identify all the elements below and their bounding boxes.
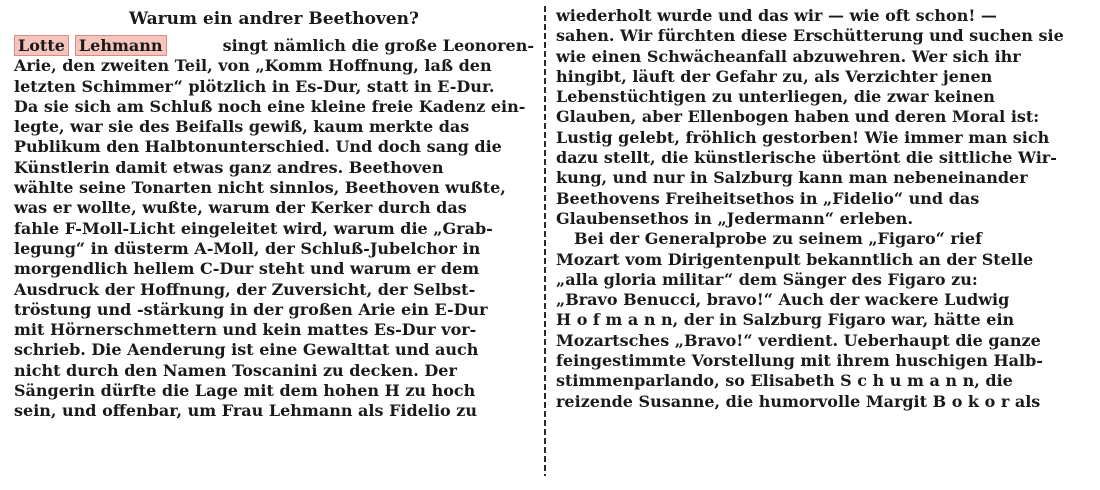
text-line: dazu stellt, die künstlerische übertönt die sittliche Wir-	[556, 148, 1057, 168]
highlight-lotte: Lotte	[14, 35, 69, 56]
text-line: Beethovens Freiheitsethos in „Fidelio“ und das	[556, 188, 980, 208]
text-line: feingestimmte Vorstellung mit ihrem huschigen Halb-	[556, 351, 1043, 371]
text-line: stimmenparlando, so Elisabeth S c h u m a n n, die	[556, 371, 1013, 391]
text-line: tröstung und -stärkung in der großen Arie ein E-Dur	[14, 299, 488, 319]
text-line: legte, war sie des Beifalls gewiß, kaum merkte das	[14, 117, 470, 137]
text-line: nicht durch den Namen Toscanini zu decken. Der	[14, 360, 457, 380]
text-line: Publikum den Halbtonunterschied. Und doch sang die	[14, 137, 502, 157]
text-line: wie einen Schwächeanfall abzuwehren. Wer sich ihr	[556, 46, 1021, 66]
text-line: H o f m a n n, der in Salzburg Figaro war, hätte ein	[556, 310, 1015, 330]
text-line: Lebenstüchtigen zu unterliegen, die zwar keinen	[556, 87, 995, 107]
text-line: Ausdruck der Hoffnung, der Zuversicht, der Selbst-	[14, 279, 476, 299]
first-line-rest: singt nämlich die große Leonoren-	[222, 36, 534, 55]
text-line: Lustig gelebt, fröhlich gestorben! Wie immer man sich	[556, 127, 1050, 147]
text-line: wählte seine Tonarten nicht sinnlos, Beethoven wußte,	[14, 178, 506, 198]
text-line: Bei der Generalprobe zu seinem „Figaro“ rief	[574, 229, 982, 249]
text-line: kung, und nur in Salzburg kann man nebeneinander	[556, 168, 1028, 188]
highlight-lehmann: Lehmann	[75, 35, 167, 56]
text-line: Sängerin dürfte die Lage mit dem hohen H zu hoch	[14, 381, 476, 401]
text-line: Künstlerin damit etwas ganz andres. Beethoven	[14, 157, 444, 177]
left-column	[14, 0, 534, 490]
text-line: wiederholt wurde und das wir — wie oft schon! —	[556, 6, 997, 25]
text-line: Glauben, aber Ellenbogen haben und deren Moral ist:	[556, 107, 1040, 127]
text-line	[14, 36, 534, 56]
text-line: mit Hörnerschmettern und kein mattes Es-Dur vor-	[14, 320, 477, 340]
right-column	[556, 0, 1092, 490]
text-line: sahen. Wir fürchten diese Erschütterung und suchen sie	[556, 26, 1064, 46]
text-line: hingibt, läuft der Gefahr zu, als Verzichter jenen	[556, 66, 993, 86]
text-line: Da sie sich am Schluß noch eine kleine freie Kadenz ein-	[14, 96, 526, 116]
text-line: „Bravo Benucci, bravo!“ Auch der wackere Ludwig	[556, 290, 1010, 310]
text-line: letzten Schimmer“ plötzlich in Es-Dur, statt in E-Dur.	[14, 76, 495, 96]
column-divider	[544, 6, 546, 476]
text-line: fahle F-Moll-Licht eingeleitet wird, warum die „Grab-	[14, 218, 493, 238]
text-line: was er wollte, wußte, warum der Kerker durch das	[14, 198, 467, 218]
text-line: Glaubensethos in „Jedermann“ erleben.	[556, 208, 914, 228]
first-line-start	[14, 36, 173, 56]
text-line: reizende Susanne, die humorvolle Margit B o k o r als	[556, 391, 1041, 411]
text-line: schrieb. Die Aenderung ist eine Gewalttat und auch	[14, 340, 479, 360]
text-line: sein, und offenbar, um Frau Lehmann als Fidelio zu	[14, 401, 477, 421]
text-line: Mozartsches „Bravo!“ verdient. Ueberhaupt die ganze	[556, 330, 1041, 350]
text-line: Mozart vom Dirigentenpult bekanntlich an der Stelle	[556, 249, 1034, 269]
text-line: „alla gloria militar“ dem Sänger des Figaro zu:	[556, 269, 978, 289]
article-title: Warum ein andrer Beethoven?	[129, 9, 419, 29]
text-line: legung“ in düsterm A-Moll, der Schluß-Jubelchor in	[14, 238, 481, 258]
right-text	[556, 6, 1092, 412]
text-line: Arie, den zweiten Teil, von „Komm Hoffnung, laß den	[14, 56, 492, 76]
text-line: morgendlich hellem C-Dur steht und warum er dem	[14, 259, 480, 279]
